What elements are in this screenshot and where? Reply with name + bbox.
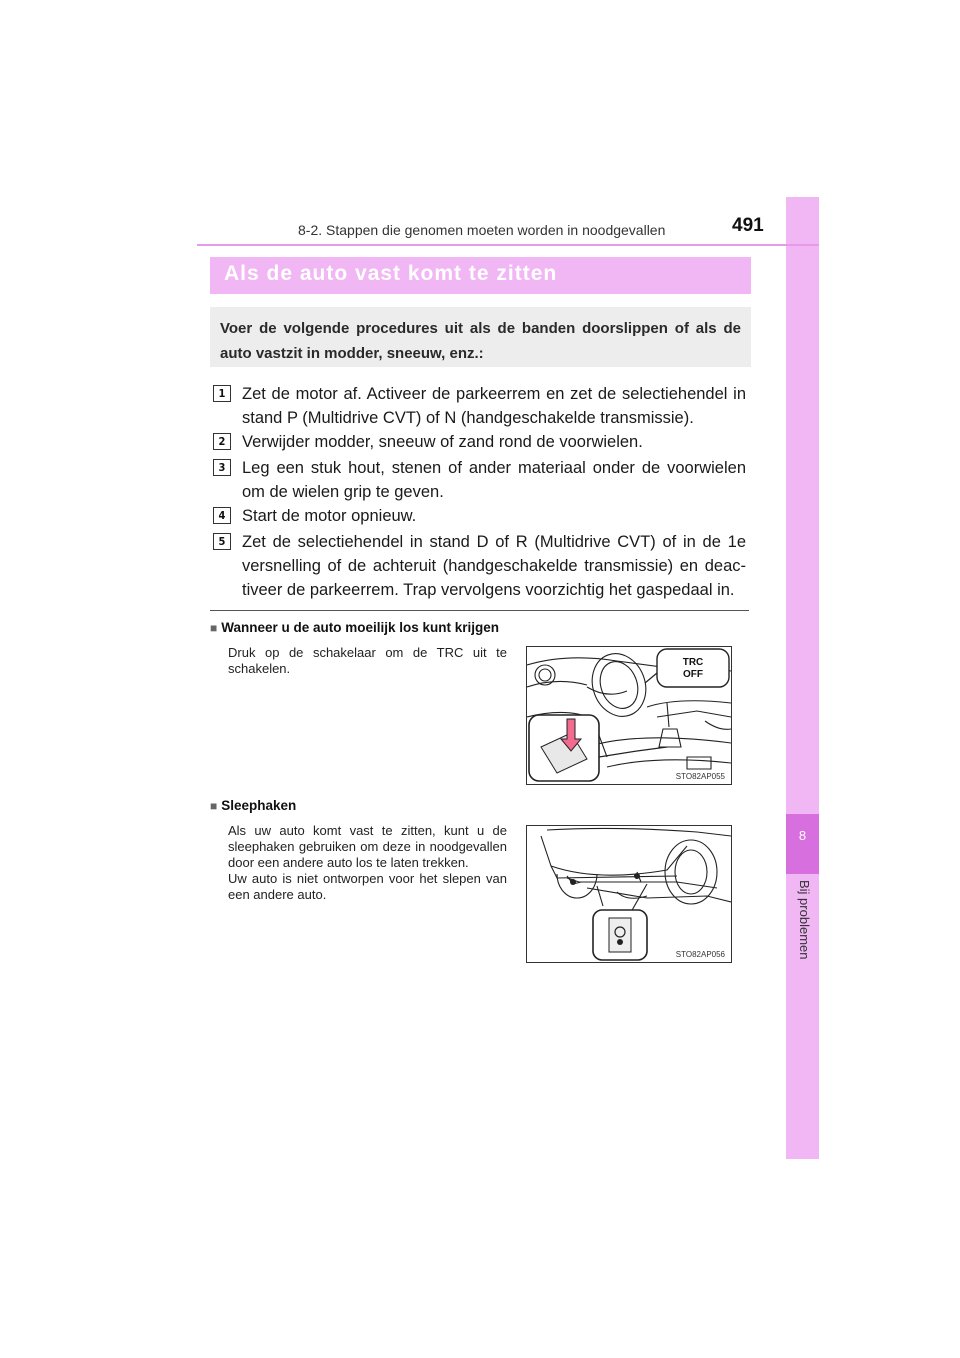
- step-number-badge: 5: [213, 533, 231, 550]
- step-text: Verwijder modder, sneeuw of zand rond de voorwielen.: [242, 433, 643, 451]
- svg-text:TRC: TRC: [682, 657, 704, 668]
- step-text: Zet de selectiehendel in stand D of R (Multidrive CVT) of in de 1e versnelling of de achteruit (handgeschakelde transmissie) en deactiveer de parkeerrem. Trap vervolgens voorzichtig het gaspedaal in.: [242, 533, 746, 599]
- svg-text:OFF: OFF: [683, 669, 703, 680]
- section-divider: [210, 610, 749, 611]
- step-text: Zet de motor af. Activeer de parkeerrem en zet de selectiehendel in stand P (Multidrive CVT) of N (handgeschakelde transmissie).: [242, 385, 746, 427]
- square-bullet-icon: ■: [210, 621, 218, 635]
- trc-off-illustration: [526, 646, 732, 785]
- subsection-heading: [210, 620, 499, 635]
- step-number-badge: 2: [213, 433, 231, 450]
- subsection-heading: [210, 798, 296, 813]
- page-number: 491: [732, 215, 764, 236]
- figure-code: STO82AP056: [675, 950, 725, 959]
- square-bullet-icon: ■: [210, 799, 218, 813]
- intro-box: Voer de volgende procedures uit als de banden doorslippen of als de auto vastzit in modder, sneeuw, enz.:: [210, 307, 751, 367]
- subsection-body: Druk op de schakelaar om de TRC uit te schakelen.: [228, 645, 507, 676]
- subsection-heading-text: Sleephaken: [221, 798, 297, 813]
- chapter-sidebar: [786, 197, 819, 1159]
- towing-hook-illustration: [526, 825, 732, 963]
- header-divider: [197, 244, 819, 246]
- chapter-title: Bij problemen: [797, 880, 812, 960]
- chapter-tab-marker: [786, 814, 819, 874]
- step-text: Start de motor opnieuw.: [242, 507, 417, 525]
- figure-code: STO82AP055: [675, 772, 725, 781]
- step-number-badge: 1: [213, 385, 231, 402]
- dashboard-drawing: [527, 647, 731, 784]
- running-header: 8-2. Stappen die genomen moeten worden in noodgevallen: [298, 222, 666, 238]
- step-number-badge: 3: [213, 459, 231, 476]
- step-text: Leg een stuk hout, stenen of ander materiaal onder de voorwielen om de wielen grip te geven.: [242, 459, 746, 501]
- subsection-body: Als uw auto komt vast te zitten, kunt u de sleephaken gebruiken om deze in noodgevallen door een andere auto los te laten trekken. Uw auto is niet ontworpen voor het slepen van een andere auto.: [228, 823, 507, 902]
- undercarriage-drawing: [527, 826, 731, 962]
- subsection-heading-text: Wanneer u de auto moeilijk los kunt krijgen: [221, 620, 500, 635]
- step-number-badge: 4: [213, 507, 231, 524]
- section-title: Als de auto vast komt te zitten: [210, 257, 751, 294]
- chapter-number: 8: [798, 828, 807, 843]
